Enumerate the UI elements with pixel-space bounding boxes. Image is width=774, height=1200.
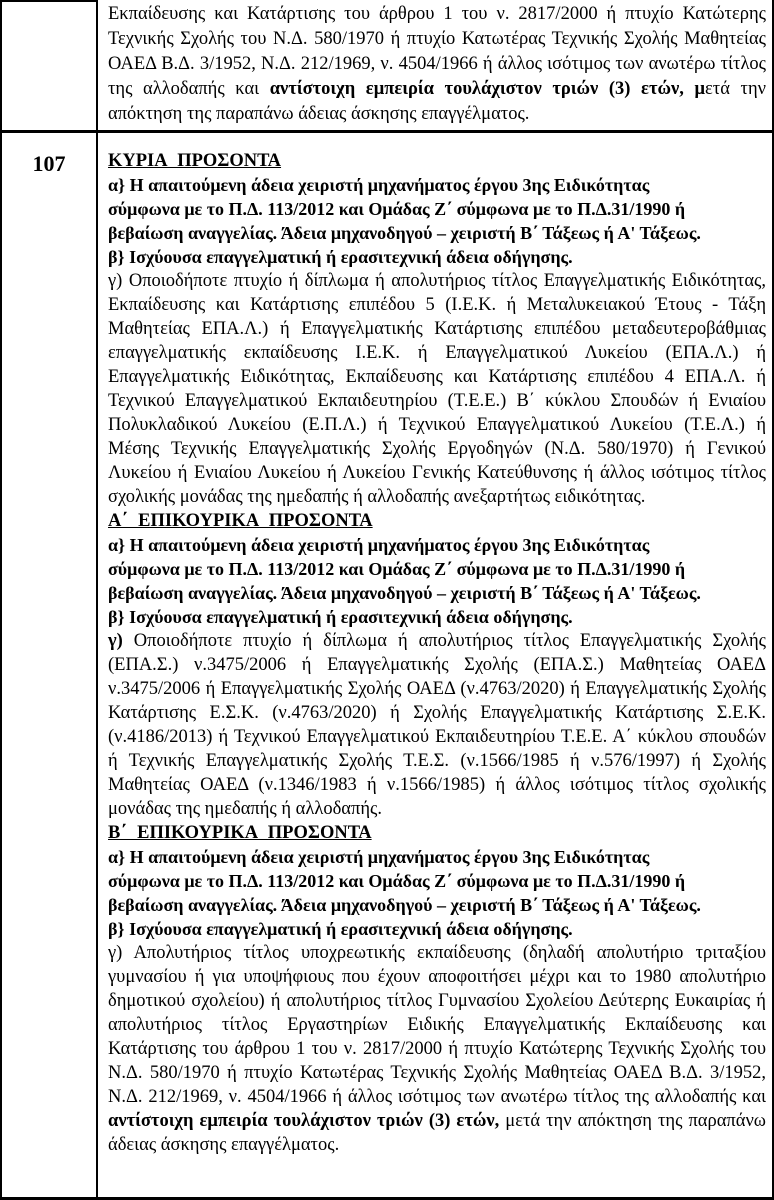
requirement-line-a2: σύμφωνα με το Π.Δ. 113/2012 και Ομάδας Ζ΄ σύμφωνα με το Π.Δ.31/1990 ή — [108, 559, 686, 579]
requirement-line-b: β} Ισχύουσα επαγγελματική ή ερασιτεχνική άδεια οδήγησης. — [108, 919, 573, 939]
requirement-line-b: β} Ισχύουσα επαγγελματική ή ερασιτεχνική άδεια οδήγησης. — [108, 247, 573, 267]
bold-experience-run: αντίστοιχη εμπειρία τουλάχιστον τριών (3) ετών, μ — [269, 79, 706, 99]
text-run: Οποιοδήποτε πτυχίο ή δίπλωμα ή απολυτήριος τίτλος Επαγγελματικής Σχολής (ΕΠΑ.Σ.) ν.3475/2006 ή Επαγγελματικής Σχολής (ΕΠΑ.Σ.) Μαθητείας ΟΑΕΔ ν.3475/2006 ή Επαγγελματικής Σχολής ΟΑΕΔ (ν.4763/2020) ή Επαγγελματικής Σχολής Κατάρτισης Ε.Σ.Κ. (ν.4763/2020) ή Σχολής Επαγγελματικής Κατάρτισης Σ.Ε.Κ. (ν.4186/2013) ή Τεχνικού Επαγγελματικού Εκπαιδευτηρίου Τ.Ε.Ε. Α΄ κύκλου σπουδών ή Τεχνικής Επαγγελματικής Σχολής Τ.Ε.Σ. (ν.1566/1985 ή ν.576/1997) ή Σχολής Μαθητείας ΟΑΕΔ (ν.1346/1983 ή ν.1566/1985) ή άλλος ισότιμος τίτλος σχολικής μονάδας της ημεδαπής ή αλλοδαπής. — [108, 631, 766, 819]
requirement-line-a2: σύμφωνα με το Π.Δ. 113/2012 και Ομάδας Ζ΄ σύμφωνα με το Π.Δ.31/1990 ή — [108, 199, 686, 219]
paragraph-c-auxiliary-b — [108, 941, 766, 1157]
heading-main-qualifications: ΚΥΡΙΑ ΠΡΟΣΟΝΤΑ — [108, 151, 282, 171]
text-run: μετά την απόκτηση της παραπάνω άδειας άσκησης επαγγέλματος. — [108, 1111, 766, 1155]
qualifications-text-cell — [98, 133, 772, 1197]
license-requirements-block — [108, 173, 766, 269]
license-requirements-block — [108, 533, 766, 629]
text-run: γ) Απολυτήριος τίτλος υποχρεωτικής εκπαίδευσης (δηλαδή απολυτήριο τριταξίου γυμνασίου ή για υποψήφιους που έχουν αποφοιτήσει μέχρι και το 1980 απολυτήριο δημοτικού σχολείου) ή απολυτήριος τίτλος Γυμνασίου Σχολείου Δεύτερης Ευκαιρίας ή απολυτήριος τίτλος Εργαστηρίων Ειδικής Επαγγελματικής Εκπαίδευσης και Κατάρτισης του άρθρου 1 του ν. 2817/2000 ή πτυχίο Κατώτερης Τεχνικής Σχολής του Ν.Δ. 580/1970 ή πτυχίο Κατωτέρας Τεχνικής Σχολής Μαθητείας ΟΑΕΔ Β.Δ. 3/1952, Ν.Δ. 212/1969, ν. 4504/1966 ή άλλος ισότιμος των ανωτέρω τίτλος της αλλοδαπής και — [108, 943, 766, 1107]
continuation-text-cell — [98, 0, 772, 130]
text-run: γ) Οποιοδήποτε πτυχίο ή δίπλωμα ή απολυτήριος τίτλος Επαγγελματικής Ειδικότητας, Εκπαίδευσης και Κατάρτισης επιπέδου 5 (Ι.Ε.Κ. ή Μεταλυκειακού Έτους - Τάξη Μαθητείας ΕΠΑ.Λ.) ή Επαγγελματικής Κατάρτισης επιπέδου μεταδευτεροβάθμιας επαγγελματικής εκπαίδευσης Ι.Ε.Κ. ή Επαγγελματικού Λυκείου (ΕΠΑ.Λ.) ή Επαγγελματικής Ειδικότητας, Εκπαίδευσης και Κατάρτισης επιπέδου 4 ΕΠΑ.Λ. ή Τεχνικού Επαγγελματικού Εκπαιδευτηρίου (Τ.Ε.Ε.) Β΄ κύκλου Σπουδών ή Ενιαίου Πολυκλαδικού Λυκείου (Ε.Π.Λ.) ή Τεχνικού Επαγγελματικού Λυκείου (Τ.Ε.Λ.) ή Μέσης Τεχνικής Επαγγελματικής Σχολής Εργοδηγών (Ν.Δ. 580/1970) ή Γενικού Λυκείου ή Ενιαίου Λυκείου ή Λυκείου Γενικής Κατεύθυνσης ή άλλος ισότιμος τίτλος σχολικής μονάδας της ημεδαπής ή αλλοδαπής ανεξαρτήτως ειδικότητας. — [108, 271, 766, 507]
requirement-line-a3: βεβαίωση αναγγελίας. Άδεια μηχανοδηγού – χειριστή Β΄ Τάξεως ή Α' Τάξεως. — [108, 895, 701, 915]
requirement-line-a1: α} Η απαιτούμενη άδεια χειριστή μηχανήματος έργου 3ης Ειδικότητας — [108, 847, 650, 867]
bold-experience-run: αντίστοιχη εμπειρία τουλάχιστον τριών (3) ετών, — [108, 1111, 500, 1131]
requirement-line-a3: βεβαίωση αναγγελίας. Άδεια μηχανοδηγού – χειριστή Β΄ Τάξεως ή Α' Τάξεως. — [108, 223, 701, 243]
text-run: ετά την απόκτηση της παραπάνω άδειας άσκησης επαγγέλματος. — [108, 79, 766, 124]
heading-auxiliary-b: Β΄ ΕΠΙΚΟΥΡΙΚΑ ΠΡΟΣΟΝΤΑ — [108, 823, 372, 843]
paragraph-c-auxiliary-a — [108, 629, 766, 821]
code-cell — [2, 133, 98, 1197]
text-run: Εκπαίδευσης και Κατάρτισης του άρθρου 1 του ν. 2817/2000 ή πτυχίο Κατώτερης Τεχνικής Σχολής του Ν.Δ. 580/1970 ή πτυχίο Κατωτέρας Τεχνικής Σχολής Μαθητείας ΟΑΕΔ Β.Δ. 3/1952, Ν.Δ. 212/1969, ν. 4504/1966 ή άλλος ισότιμος των ανωτέρω τίτλος της αλλοδαπής και — [108, 4, 766, 99]
requirement-line-a1: α} Η απαιτούμενη άδεια χειριστή μηχανήματος έργου 3ης Ειδικότητας — [108, 175, 650, 195]
requirement-line-b: β} Ισχύουσα επαγγελματική ή ερασιτεχνική άδεια οδήγησης. — [108, 607, 573, 627]
continuation-paragraph — [108, 2, 766, 127]
code-cell-empty — [2, 0, 98, 130]
requirement-line-a3: βεβαίωση αναγγελίας. Άδεια μηχανοδηγού – χειριστή Β΄ Τάξεως ή Α' Τάξεως. — [108, 583, 701, 603]
requirement-line-a2: σύμφωνα με το Π.Δ. 113/2012 και Ομάδας Ζ΄ σύμφωνα με το Π.Δ.31/1990 ή — [108, 871, 686, 891]
position-code: 107 — [32, 151, 66, 176]
requirement-line-a1: α} Η απαιτούμενη άδεια χειριστή μηχανήματος έργου 3ης Ειδικότητας — [108, 535, 650, 555]
heading-auxiliary-a: Α΄ ΕΠΙΚΟΥΡΙΚΑ ΠΡΟΣΟΝΤΑ — [108, 511, 373, 531]
bold-gamma-prefix: γ) — [108, 631, 123, 651]
table-row-107 — [2, 133, 772, 1197]
license-requirements-block — [108, 845, 766, 941]
table-row-continuation — [2, 0, 772, 133]
paragraph-c-main — [108, 269, 766, 509]
